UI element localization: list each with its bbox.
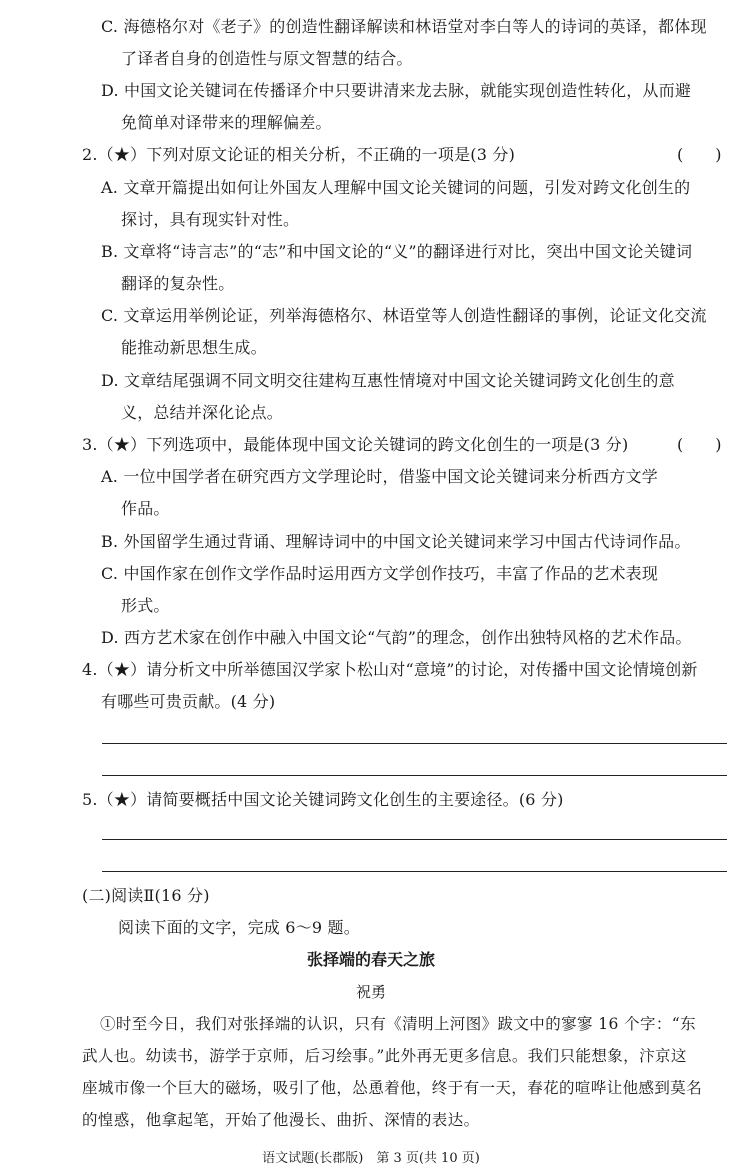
q1-option-d-line1: D. 中国文论关键词在传播译介中只要讲清来龙去脉，就能实现创造性转化，从而避 [101, 81, 692, 100]
q3-option-c-line1: C. 中国作家在创作文学作品时运用西方文学创作技巧，丰富了作品的艺术表现 [101, 564, 659, 583]
q2-option-c-line1: C. 文章运用举例论证，列举海德格尔、林语堂等人创造性翻译的事例，论证文化交流 [101, 306, 707, 325]
q1-option-d-line2: 免简单对译带来的理解偏差。 [121, 113, 332, 132]
page-footer: 语文试题(长郡版) 第 3 页(共 10 页) [262, 1151, 480, 1166]
q2-answer-paren[interactable]: ( ) [677, 145, 722, 164]
q3-option-d-line1: D. 西方艺术家在创作中融入中国文论“气韵”的理念，创作出独特风格的艺术作品。 [101, 628, 692, 647]
q4-stem-line1: 4.（★）请分析文中所举德国汉学家卜松山对“意境”的讨论，对传播中国文论情境创新 [82, 660, 698, 679]
q2-option-d-line2: 义，总结并深化论点。 [121, 403, 284, 422]
q1-option-c-line1: C. 海德格尔对《老子》的创造性翻译解读和林语堂对李白等人的诗词的英译，都体现 [101, 17, 707, 36]
q5-answer-line-2[interactable] [102, 871, 727, 872]
q5-stem: 5.（★）请简要概括中国文论关键词跨文化创生的主要途径。(6 分) [82, 790, 564, 809]
q3-answer-paren[interactable]: ( ) [677, 435, 722, 454]
q3-option-a-line1: A. 一位中国学者在研究西方文学理论时，借鉴中国文论关键词来分析西方文学 [101, 467, 658, 486]
article-title: 张择端的春天之旅 [306, 950, 435, 969]
q3-option-c-line2: 形式。 [121, 596, 170, 615]
section-heading: (二)阅读Ⅱ(16 分) [82, 886, 210, 905]
q1-option-c-line2: 了译者自身的创造性与原文智慧的结合。 [121, 49, 413, 68]
q3-stem: 3.（★）下列选项中，最能体现中国文论关键词的跨文化创生的一项是(3 分) [82, 435, 629, 454]
paragraph-1-line2: 武人也。幼读书，游学于京师，后习绘事。”此外再无更多信息。我们只能想象，汴京这 [82, 1047, 687, 1065]
q4-answer-line-1[interactable] [102, 743, 727, 744]
q2-option-b-line1: B. 文章将“诗言志”的“志”和中国文论的“义”的翻译进行对比，突出中国文论关键词 [101, 242, 693, 261]
q3-option-a-line2: 作品。 [121, 499, 170, 518]
q2-option-b-line2: 翻译的复杂性。 [121, 274, 235, 293]
q3-option-b-line1: B. 外国留学生通过背诵、理解诗词中的中国文论关键词来学习中国古代诗词作品。 [101, 532, 691, 551]
section-instruction: 阅读下面的文字，完成 6～9 题。 [118, 918, 360, 937]
paragraph-1-line4: 的惶惑，他拿起笔，开始了他漫长、曲折、深情的表达。 [82, 1111, 480, 1129]
q2-option-a-line2: 探讨，具有现实针对性。 [121, 210, 300, 229]
q4-stem-line2: 有哪些可贵贡献。(4 分) [101, 692, 276, 711]
q2-stem: 2.（★）下列对原文论证的相关分析，不正确的一项是(3 分) [82, 145, 516, 164]
q5-answer-line-1[interactable] [102, 839, 727, 840]
article-author: 祝勇 [355, 983, 386, 1001]
paragraph-1-line1: ①时至今日，我们对张择端的认识，只有《清明上河图》跋文中的寥寥 16 个字：“东 [100, 1015, 697, 1033]
paragraph-1-line3: 座城市像一个巨大的磁场，吸引了他，怂恿着他，终于有一天，春花的喧哗让他感到莫名 [82, 1079, 703, 1097]
q2-option-c-line2: 能推动新思想生成。 [121, 338, 267, 357]
q4-answer-line-2[interactable] [102, 775, 727, 776]
q2-option-a-line1: A. 文章开篇提出如何让外国友人理解中国文论关键词的问题，引发对跨文化创生的 [101, 178, 691, 197]
q2-option-d-line1: D. 文章结尾强调不同文明交往建构互惠性情境对中国文论关键词跨文化创生的意 [101, 371, 675, 390]
